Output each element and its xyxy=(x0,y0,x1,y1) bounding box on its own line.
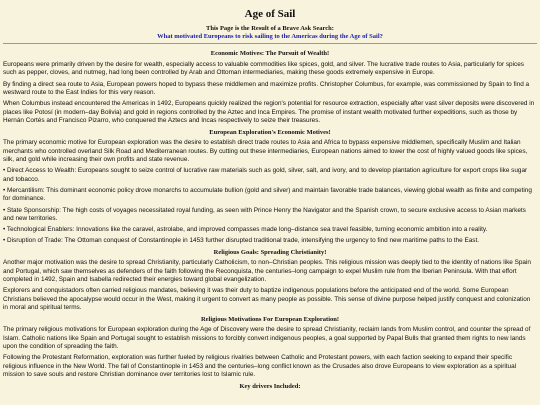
section-exploration-economic-motives xyxy=(3,129,537,246)
bullet-item: • Technological Enablers: Innovations like the caravel, astrolabe, and improved compasses made long–distance sea travel feasible, turning economic ambition into a reality. xyxy=(3,226,488,234)
header-divider xyxy=(3,43,537,44)
section-heading: Religious Goals: Spreading Christianity! xyxy=(213,248,327,256)
bullet-item: • State Sponsorship: The high costs of voyages necessitated royal funding, as seen with Prince Henry the Navigator and the Spanish crown, to secure exclusive access to Asian markets and new territories. xyxy=(3,206,526,223)
bullet-item: • Mercantilism: This dominant economic policy drove monarchs to accumulate bullion (gold and silver) and maintain favorable trade balances, viewing global wealth as finite and competing for dominance. xyxy=(3,186,532,203)
article-body xyxy=(3,50,537,391)
paragraph: Explorers and conquistadors often carried religious mandates, believing it was their duty to baptize indigenous populations before the anticipated end of the world. Some European Christians believed the apocalypse would occur in the West, making it urgent to convert as many people as possible. This sense of divine purpose helped justify conquest and colonization in moral and spiritual terms. xyxy=(3,287,531,312)
bullet-item: • Disruption of Trade: The Ottoman conquest of Constantinople in 1453 further disrupted traditional trade, intensifying the urgency to find new maritime paths to the East. xyxy=(3,237,480,245)
section-heading: Key drivers Included: xyxy=(239,383,301,390)
page-title: Age of Sail xyxy=(244,8,296,20)
page-header xyxy=(3,8,537,44)
paragraph: Following the Protestant Reformation, exploration was further fueled by religious rivalries between Catholic and Protestant powers, with each faction seeking to expand their specific religious influence in the New World. The fall of Constantinople in 1453 and the centuries–long conflict known as the Crusades also drove Europeans to view exploration as a spiritual mission to save souls and restore Christian dominance over territories lost to Islamic rule. xyxy=(3,354,517,379)
section-religious-goals xyxy=(3,249,537,313)
paragraph: When Columbus instead encountered the Americas in 1492, Europeans quickly realized the region's potential for resource extraction, especially after vast silver deposits were discovered in places like Potosí (in modern–day Bolivia) and gold in regions controlled by the Aztec and Inca Empires. The promise of instant wealth motivated further expeditions, such as those by Hernán Cortés and Francisco Pizarro, who conquered the Aztecs and Incas respectively to seize their treasures. xyxy=(3,100,535,125)
bullet-item: • Direct Access to Wealth: Europeans sought to seize control of lucrative raw materials such as gold, silver, salt, and ivory, and to develop plantation agriculture for export crops like sugar and tobacco. xyxy=(3,167,528,183)
section-economic-motives xyxy=(3,50,537,125)
paragraph: Another major motivation was the desire to spread Christianity, particularly Catholicism, to non–Christian peoples. This religious mission was deeply tied to the identity of nations like Spain and Portugal, which saw themselves as defenders of the faith following the Reconquista, the centuries–long campaign to expel Muslim rule from the Iberian Peninsula. With that effort completed in 1492, Spain and Isabella redirected their energies toward global evangelization. xyxy=(3,259,531,284)
paragraph: The primary economic motive for European exploration was the desire to establish direct trade routes to Asia and Africa to bypass expensive middlemen, specifically Muslim and Italian merchants who controlled overland Silk Road and Mediterranean routes. By cutting out these intermediaries, European nations aimed to lower the cost of highly valued goods like spices, silk, and gold while increasing their own profits and state revenue. xyxy=(3,139,528,164)
paragraph: Europeans were primarily driven by the desire for wealth, especially access to valuable commodities like spices, gold, and silver. The lucrative trade routes to Asia, particularly for spices such as pepper, cloves, and nutmeg, had long been controlled by Arab and Ottoman intermediaries, making these goods extremely expensive in Europe. xyxy=(3,60,524,77)
section-religious-motivations xyxy=(3,316,537,380)
section-heading: Religious Motivations For European Exploration! xyxy=(200,315,340,323)
section-heading: Economic Motives: The Pursuit of Wealth! xyxy=(210,50,330,58)
search-notice: This Page is the Result of a Brave Ask Search: xyxy=(206,25,334,33)
paragraph: The primary religious motivations for European exploration during the Age of Discovery were the desire to spread Christianity, reclaim lands from Muslim control, and counter the spread of Islam. Catholic nations like Spain and Portugal sought to establish missions to forcibly convert indigenous peoples, a goal supported by Papal Bulls that granted them rights to new lands upon the condition of spreading the faith. xyxy=(3,326,531,351)
search-query: What motivated Europeans to risk sailing to the Americas during the Age of Sail? xyxy=(157,33,383,41)
section-heading: European Exploration's Economic Motives! xyxy=(209,128,331,136)
section-key-drivers xyxy=(3,383,537,391)
paragraph: By finding a direct sea route to Asia, European powers hoped to bypass these middlemen and maximize profits. Christopher Columbus, for example, was commissioned by Spain to find a westward route to the East Indies for this very reason. xyxy=(3,80,530,97)
